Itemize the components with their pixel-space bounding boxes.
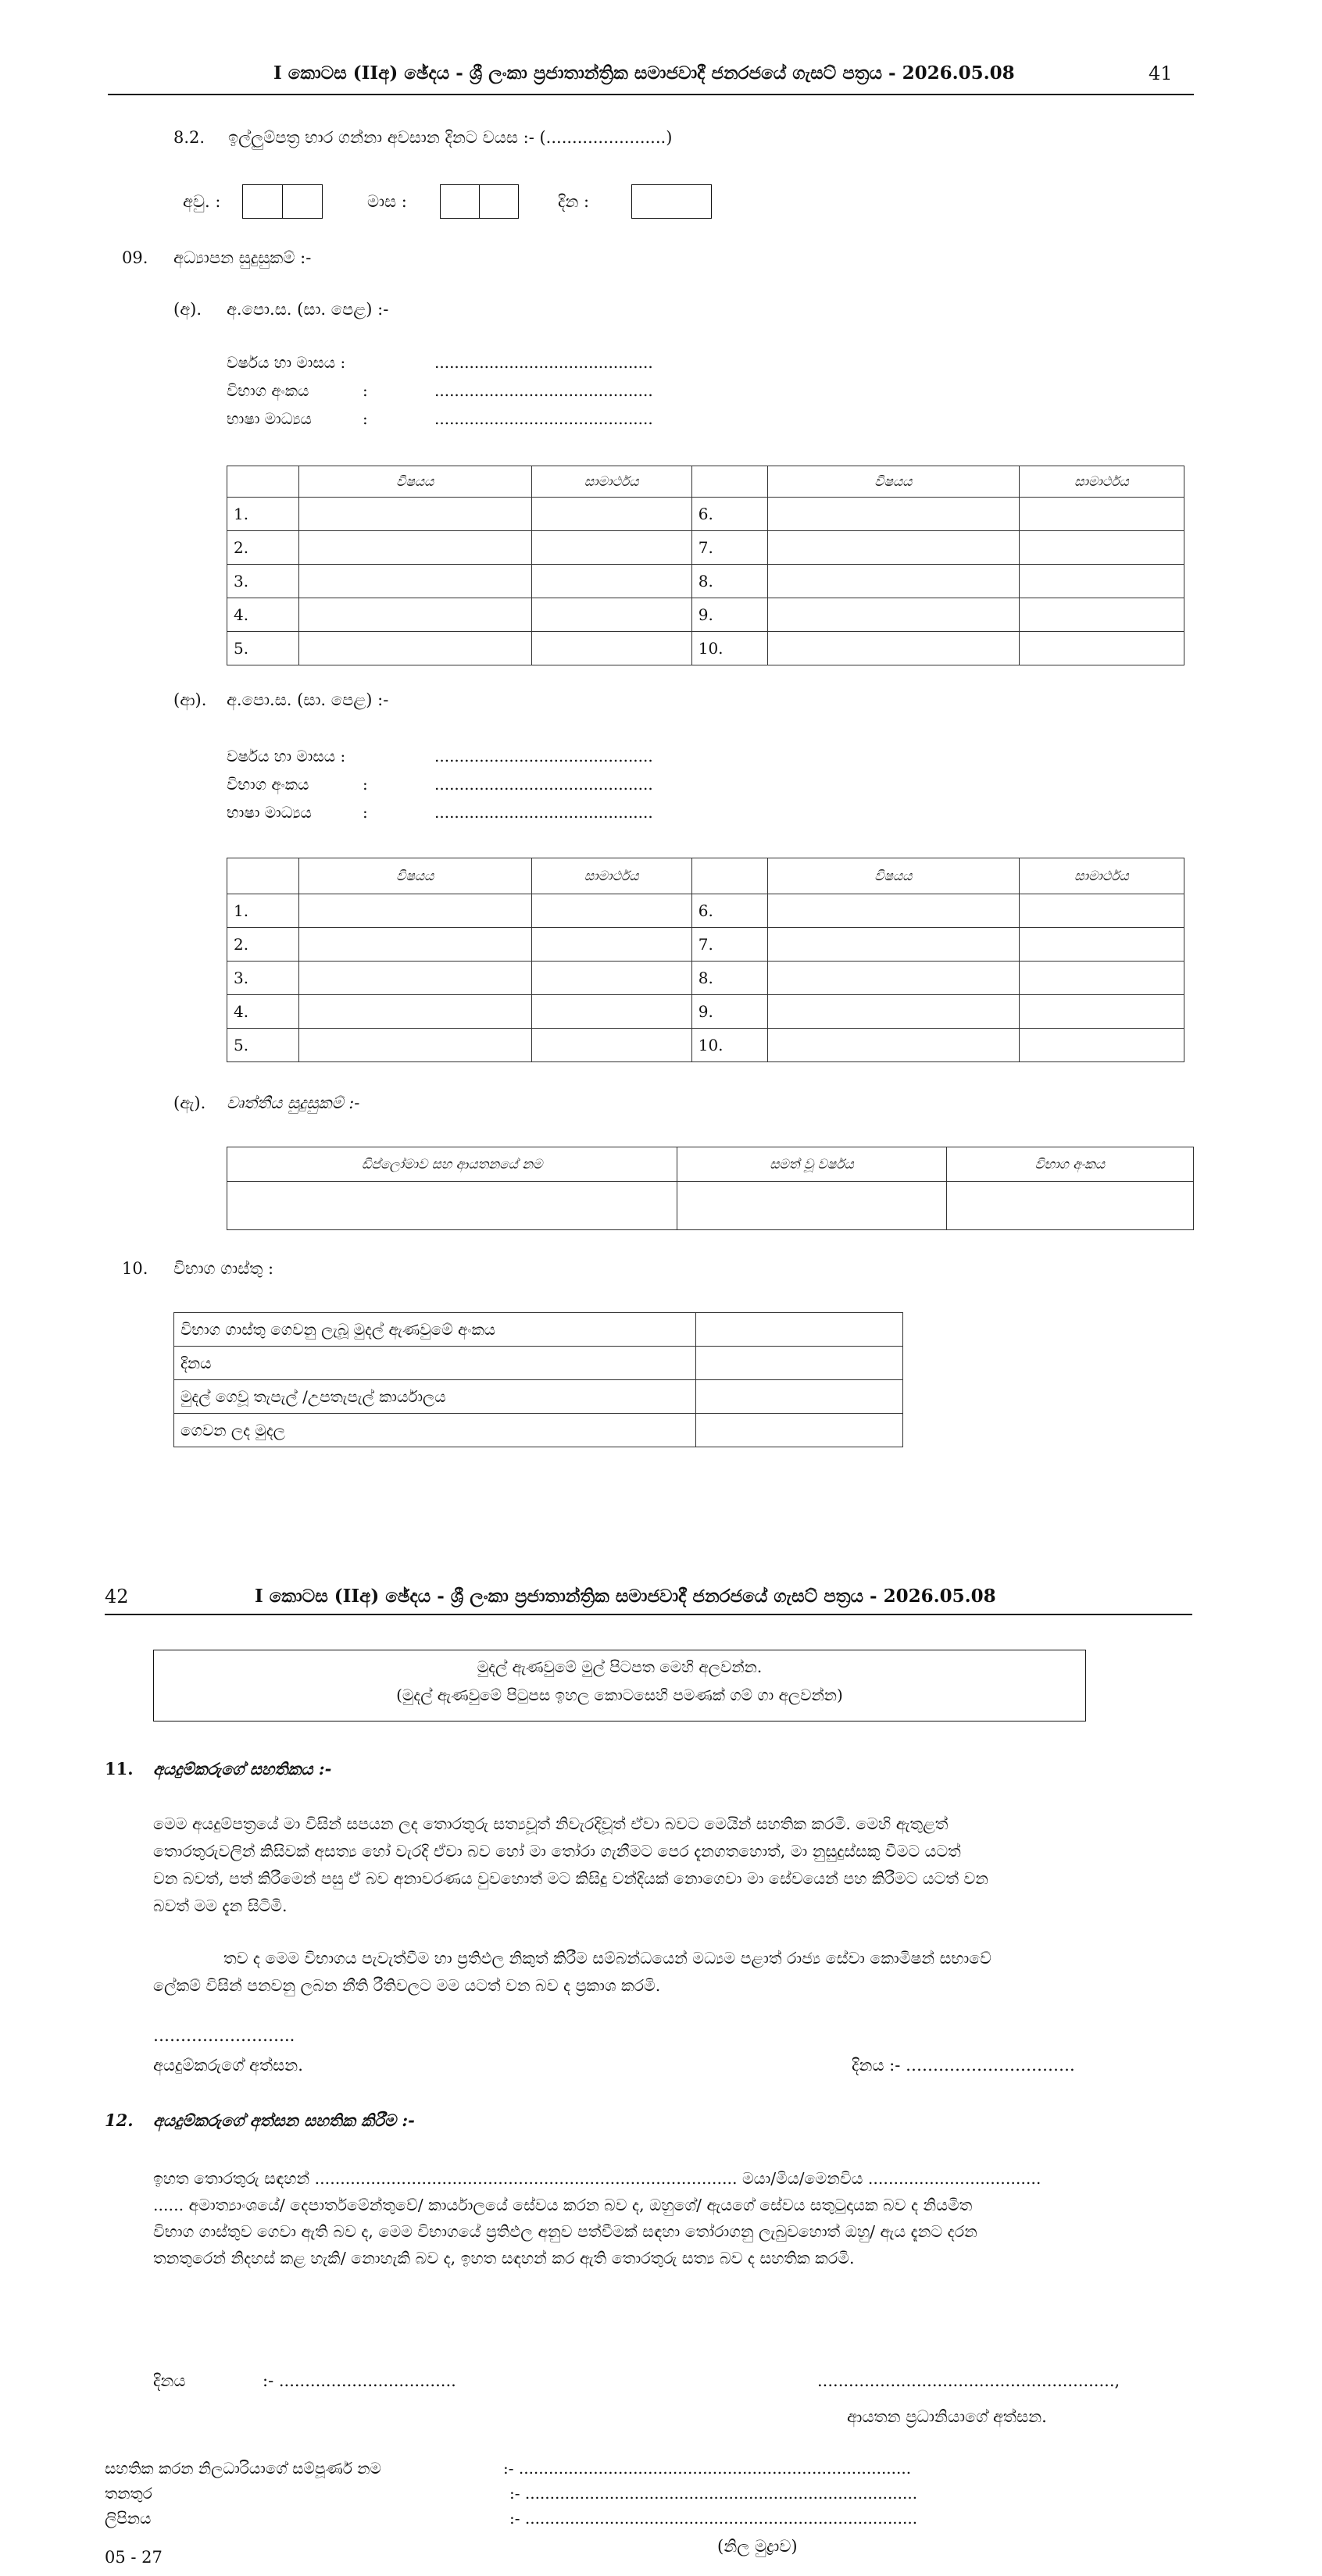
grade-header: සාමාර්ථය xyxy=(531,466,691,498)
grade-header: සාමාර්ථය xyxy=(1019,466,1184,498)
section-number: 12. xyxy=(105,2110,134,2130)
section-number: 09. xyxy=(122,248,148,267)
applicant-date[interactable]: දිනය :- …………………………. xyxy=(852,2056,1075,2075)
exam-number-dots[interactable]: ............................................ xyxy=(434,775,653,794)
education-title: අධ්‍යාපන සුදුසුකම් :- xyxy=(173,248,312,267)
designation-label: තනතුර xyxy=(105,2484,152,2503)
fee-row-label: මුදල් ගෙවූ තැපැල් /උපතැපැල් කාර්යාලය xyxy=(174,1380,696,1414)
address-dots[interactable]: :- ............................................................................... xyxy=(509,2509,918,2528)
subject-header: විෂයය xyxy=(298,466,531,498)
certification-line: විභාග ගාස්තුව ගෙවා ඇති බව ද, මෙම විභාගයේ ප්‍රතිඵල අනුව පත්වීමක් සඳහා තෝරාගනු ලැබුවහොත් ඔහු/ ඇය දැනට දරන xyxy=(153,2222,977,2241)
rules-paragraph xyxy=(153,1945,1181,2000)
table-row: 3. 8. xyxy=(227,565,1184,598)
address-label: ලිපිනය xyxy=(105,2509,152,2528)
subject-header: විෂයය xyxy=(767,466,1019,498)
colon: : xyxy=(363,775,368,794)
months-label: මාස : xyxy=(367,192,407,211)
signature-dots[interactable]: …………………….. xyxy=(153,2026,295,2045)
rules-line: තව ද මෙම විභාගය පැවැත්වීම හා ප්‍රතිඵල නිකුත් කිරීම සම්බන්ධයෙන් මධ්‍යම පළාත් රාජ්‍ය සේවා කොමිෂන් සභාවේ xyxy=(223,1949,992,1968)
declaration-paragraph xyxy=(153,1811,1181,1920)
table-row xyxy=(227,1182,1194,1230)
table-row xyxy=(174,1313,903,1347)
days-label: දින : xyxy=(558,192,590,211)
applicant-certificate-title: අයදුම්කරුගේ සහතිකය :- xyxy=(153,1759,332,1779)
fee-row-label: දිනය xyxy=(174,1347,696,1380)
certification-line: ඉහත තොරතුරු සඳහන් ................................................................................... මයා/මිය/මෙනවිය .................................. xyxy=(153,2169,1042,2188)
table-row: 2. 7. xyxy=(227,928,1184,962)
header-rule xyxy=(108,94,1194,95)
declaration-line: මෙම අයදුම්පත්‍රයේ මා විසින් සපයන ලද තොරතුරු සත්‍යවූත් නිවැරදිවූත් ඒවා බවට මෙයින් සහතික කරමි. මෙහි ඇතුළත් xyxy=(153,1814,949,1833)
footer-code: 05 - 27 xyxy=(105,2548,163,2567)
official-seal-label: (නිල මුද්‍රාව) xyxy=(717,2537,798,2556)
ol-results-table-2 xyxy=(227,858,1184,1062)
exam-number-header: විභාග අංකය xyxy=(946,1147,1193,1182)
medium-dots[interactable]: ............................................ xyxy=(434,409,653,428)
medium-dots[interactable]: ............................................ xyxy=(434,803,653,822)
colon: : xyxy=(363,381,368,400)
exam-number-dots[interactable]: ............................................ xyxy=(434,381,653,400)
officer-name-label: සහතික කරන නිලධාරියාගේ සම්පූර්ණ නම xyxy=(105,2459,381,2478)
vocational-title: වෘත්තීය සුදුසුකම් :- xyxy=(227,1094,360,1112)
head-signature-label: ආයතන ප්‍රධානියාගේ අත්සන. xyxy=(847,2407,1047,2426)
applicant-signature-label: අයදුම්කරුගේ අත්සන. xyxy=(153,2056,303,2075)
year-month-label: වර්ෂය හා මාසය : xyxy=(227,353,346,372)
head-signature-dots[interactable]: ........................................................., xyxy=(817,2371,1120,2390)
year-month-label: වර්ෂය හා මාසය : xyxy=(227,747,346,765)
signature-certification-title: අයදුම්කරුගේ අත්සන සහතික කිරීම :- xyxy=(153,2110,415,2130)
table-row: 5. 10. xyxy=(227,632,1184,665)
table-row: 4. 9. xyxy=(227,995,1184,1029)
declaration-line: වන බවත්, පත් කිරීමෙන් පසු ඒ බව අනාවරණය වුවහොත් මට කිසිදු වන්දියක් නොගෙවා මා සේවයෙන් පහ කිරීමට යටත් වන xyxy=(153,1869,988,1888)
date-dots[interactable]: :- .................................. xyxy=(263,2371,456,2390)
section-number: 10. xyxy=(122,1259,148,1278)
page-header-title: I කොටස (IIඅ) ඡේදය - ශ්‍රී ලංකා ප්‍රජාතාන්ත්‍රික සමාජවාදී ජනරජයේ ගැසට් පත්‍රය - 2026.05.08 xyxy=(255,1586,996,1607)
fee-row-label: විභාග ගාස්තු ගෙවනු ලැබූ මුදල් ඇණවුමේ අංකය xyxy=(174,1313,696,1347)
table-row: 3. 8. xyxy=(227,962,1184,995)
declaration-line: තොරතුරුවලින් කිසිවක් අසත්‍ය හෝ වැරදි ඒවා බව හෝ මා තෝරා ගැනීමට පෙර දැනගතහොත්, මා නුසුදුස්සකු වීමට යටත් xyxy=(153,1842,961,1861)
table-row: 1. 6. xyxy=(227,498,1184,531)
subject-header: විෂයය xyxy=(767,858,1019,894)
ol-results-table-1 xyxy=(227,466,1184,665)
table-row xyxy=(174,1380,903,1414)
years-label: අවු. : xyxy=(183,192,221,211)
table-row: 2. 7. xyxy=(227,531,1184,565)
grade-header: සාමාර්ථය xyxy=(1019,858,1184,894)
subsection-label: (ආ). xyxy=(173,690,207,709)
days-box[interactable] xyxy=(631,184,712,219)
grade-header: සාමාර්ථය xyxy=(531,858,691,894)
certification-line: තනතුරෙන් නිදහස් කළ හැකි/ නොහැකි බව ද, ඉහත සඳහන් කර ඇති තොරතුරු සත්‍ය බව ද සහතික කරමි. xyxy=(153,2249,855,2267)
year-month-dots[interactable]: ............................................ xyxy=(434,747,653,765)
subject-header: විෂයය xyxy=(298,858,531,894)
rules-line: ලේකම් විසින් පනවනු ලබන නීති රීතිවලට මම යටත් වන බව ද ප්‍රකාශ කරමි. xyxy=(153,1976,661,1995)
medium-label: භාෂා මාධ්‍යය xyxy=(227,409,312,428)
vocational-table xyxy=(227,1147,1194,1230)
age-statement: ඉල්ලුම්පත්‍ර භාර ගන්නා අවසාන දිනට වයස :- (.......................) xyxy=(228,128,673,147)
certification-paragraph xyxy=(153,2165,1181,2271)
diploma-header: ඩිප්ලෝමාව සහ ආයතනයේ නම xyxy=(227,1147,677,1182)
money-order-line2: (මුදල් ඇණවුමේ පිටුපස ඉහල කොටසෙහි පමණක් ගම් ගා අලවන්න) xyxy=(396,1686,843,1704)
section-number: 11. xyxy=(105,1759,134,1779)
officer-name-dots[interactable]: :- ............................................................................... xyxy=(503,2459,912,2478)
box-divider xyxy=(479,184,480,219)
box-divider xyxy=(282,184,283,219)
header-rule xyxy=(105,1614,1192,1615)
table-row xyxy=(174,1414,903,1447)
designation-dots[interactable]: :- ............................................................................... xyxy=(509,2484,918,2503)
ol-title: අ.පො.ස. (සා. පෙළ) :- xyxy=(227,690,389,709)
exam-number-label: විභාග අංකය xyxy=(227,775,309,794)
ol-title: අ.පො.ස. (සා. පෙළ) :- xyxy=(227,300,389,319)
table-row: 4. 9. xyxy=(227,598,1184,632)
subsection-label: (ඇ). xyxy=(173,1094,206,1112)
table-row xyxy=(174,1347,903,1380)
section-number: 8.2. xyxy=(173,128,205,147)
exam-fee-title: විභාග ගාස්තු : xyxy=(173,1259,274,1278)
year-passed-header: සමත් වූ වර්ෂය xyxy=(677,1147,946,1182)
year-month-dots[interactable]: ............................................ xyxy=(434,353,653,372)
table-row: 5. 10. xyxy=(227,1029,1184,1062)
medium-label: භාෂා මාධ්‍යය xyxy=(227,803,312,822)
colon: : xyxy=(363,803,368,822)
exam-fee-table xyxy=(173,1312,903,1447)
colon: : xyxy=(363,409,368,428)
declaration-line: බවත් මම දැන සිටිමි. xyxy=(153,1896,288,1915)
subsection-label: (අ). xyxy=(173,300,202,319)
table-row: 1. 6. xyxy=(227,894,1184,928)
money-order-line1: මුදල් ඇණවුමේ මුල් පිටපත මෙහි අලවන්න. xyxy=(477,1657,763,1676)
date-label: දිනය xyxy=(153,2371,186,2390)
page-number: 41 xyxy=(1149,62,1173,84)
page-number: 42 xyxy=(105,1586,129,1607)
fee-row-label: ගෙවන ලද මුදල xyxy=(174,1414,696,1447)
page-header-title: I කොටස (IIඅ) ඡේදය - ශ්‍රී ලංකා ප්‍රජාතාන්ත්‍රික සමාජවාදී ජනරජයේ ගැසට් පත්‍රය - 2026.05.08 xyxy=(273,62,1015,84)
certification-line: ...... අමාත්‍යාංශයේ/ දෙපාර්තමේන්තුවේ/ කාර්යාලයේ සේවය කරන බව ද, ඔහුගේ/ ඇයගේ සේවය සතුටුදායක බව ද නියමිත xyxy=(153,2196,973,2214)
exam-number-label: විභාග අංකය xyxy=(227,381,309,400)
